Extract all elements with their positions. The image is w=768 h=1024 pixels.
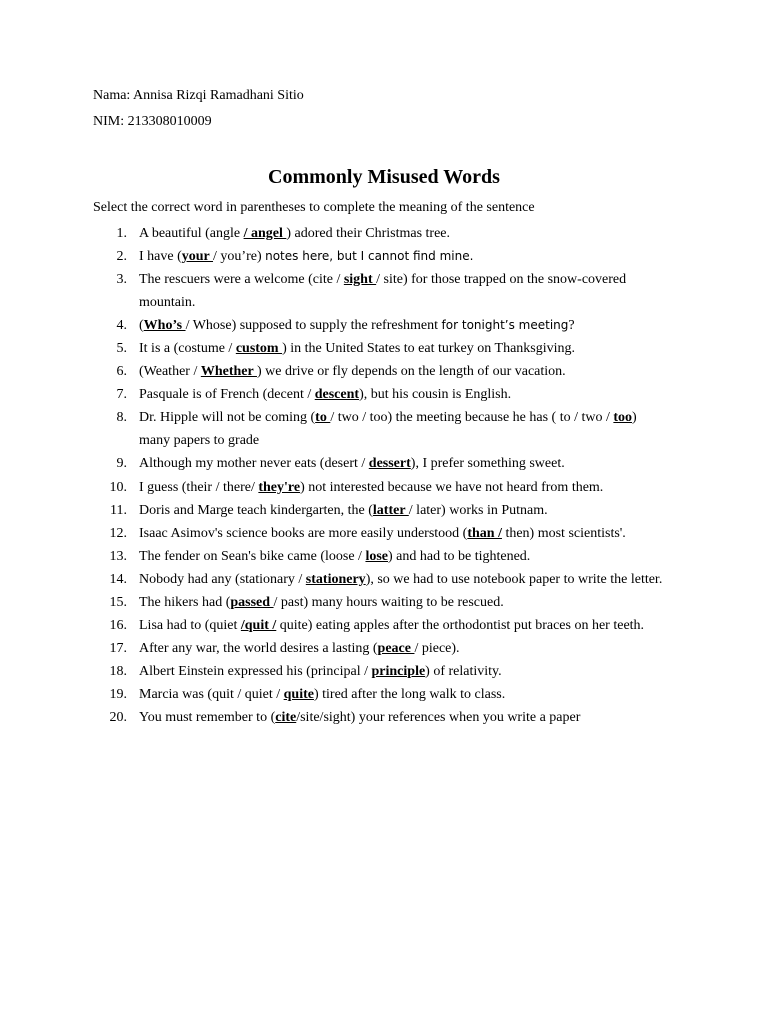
question-number: 14.	[109, 572, 127, 587]
answer: they're	[258, 480, 301, 495]
question-text: Nobody had any (stationary / stationery), so we had to use notebook paper to write the letter.	[139, 572, 663, 587]
question-text: The fender on Sean's bike came (loose / lose) and had to be tightened.	[139, 549, 531, 564]
question-number: 7.	[116, 387, 127, 402]
question-number: 1.	[116, 226, 127, 241]
question-number: 3.	[116, 272, 127, 287]
instruction-text: Select the correct word in parentheses to complete the meaning of the sentence	[93, 200, 535, 215]
question-text: You must remember to (cite/site/sight) your references when you write a paper	[139, 710, 581, 725]
answer: custom	[235, 341, 283, 356]
answer: your	[181, 249, 214, 264]
question-text: Doris and Marge teach kindergarten, the (latter / later) works in Putnam.	[139, 503, 548, 518]
question-text: I guess (their / there/ they're) not interested because we have not heard from them.	[139, 480, 604, 495]
question-number: 15.	[109, 595, 127, 610]
answer: to	[315, 410, 331, 425]
question-number: 2.	[116, 249, 127, 264]
question-number: 5.	[116, 341, 127, 356]
student-name: Nama: Annisa Rizqi Ramadhani Sitio	[93, 88, 304, 103]
question-text: Marcia was (quit / quiet / quite) tired after the long walk to class.	[139, 687, 506, 702]
question-number: 8.	[116, 410, 127, 425]
question-text: The rescuers were a welcome (cite / sight / site) for those trapped on the snow-covered	[139, 272, 627, 287]
answer: lose	[365, 549, 389, 564]
question-number: 9.	[116, 456, 127, 471]
question-text: Dr. Hipple will not be coming (to / two / too) the meeting because he has ( to / two / too)	[139, 410, 637, 425]
answer: than /	[467, 526, 502, 541]
answer: /quit /	[240, 618, 277, 633]
student-nim: NIM: 213308010009	[93, 114, 212, 129]
question-text: I have (your / you’re) notes here, but I cannot find mine.	[139, 249, 474, 264]
question-text-continued: many papers to grade	[139, 433, 260, 448]
question-number: 10.	[109, 480, 127, 495]
question-number: 16.	[109, 618, 127, 633]
question-text: (Weather / Whether ) we drive or fly depends on the length of our vacation.	[139, 364, 566, 379]
page-title: Commonly Misused Words	[268, 166, 500, 188]
question-number: 18.	[109, 664, 127, 679]
answer: latter	[372, 503, 409, 518]
question-number: 20.	[109, 710, 127, 725]
question-text: Isaac Asimov's science books are more easily understood (than / then) most scientists'.	[139, 526, 626, 541]
answer: sight	[343, 272, 377, 287]
question-number: 17.	[109, 641, 127, 656]
answer: descent	[314, 387, 360, 402]
question-text: The hikers had (passed / past) many hours waiting to be rescued.	[139, 595, 504, 610]
answer: stationery	[305, 572, 366, 587]
answer: Who’s	[143, 318, 186, 333]
question-number: 6.	[116, 364, 127, 379]
question-text: (Who’s / Whose) supposed to supply the refreshment for tonight’s meeting?	[139, 318, 575, 333]
question-number: 11.	[110, 503, 127, 518]
question-number: 13.	[109, 549, 127, 564]
question-text: Although my mother never eats (desert / dessert), I prefer something sweet.	[139, 456, 565, 471]
answer: too	[613, 410, 633, 425]
question-text: Pasquale is of French (decent / descent), but his cousin is English.	[139, 387, 512, 402]
question-text: A beautiful (angle / angel ) adored their Christmas tree.	[139, 226, 451, 241]
question-text: After any war, the world desires a lasting (peace / piece).	[139, 641, 460, 656]
answer: passed	[230, 595, 274, 610]
answer: dessert	[368, 456, 411, 471]
question-number: 4.	[116, 318, 127, 333]
answer: quite	[283, 687, 314, 702]
answer: peace	[377, 641, 415, 656]
answer: Whether	[200, 364, 257, 379]
question-text: Albert Einstein expressed his (principal / principle) of relativity.	[139, 664, 502, 679]
question-number: 19.	[109, 687, 127, 702]
question-text: Lisa had to (quiet /quit / quite) eating apples after the orthodontist put braces on her teeth.	[139, 618, 645, 633]
answer: / angel	[243, 226, 287, 241]
question-text: It is a (costume / custom ) in the United States to eat turkey on Thanksgiving.	[139, 341, 576, 356]
answer: principle	[371, 664, 426, 679]
question-text-continued: mountain.	[139, 295, 196, 310]
question-number: 12.	[109, 526, 127, 541]
answer: cite	[275, 710, 297, 725]
